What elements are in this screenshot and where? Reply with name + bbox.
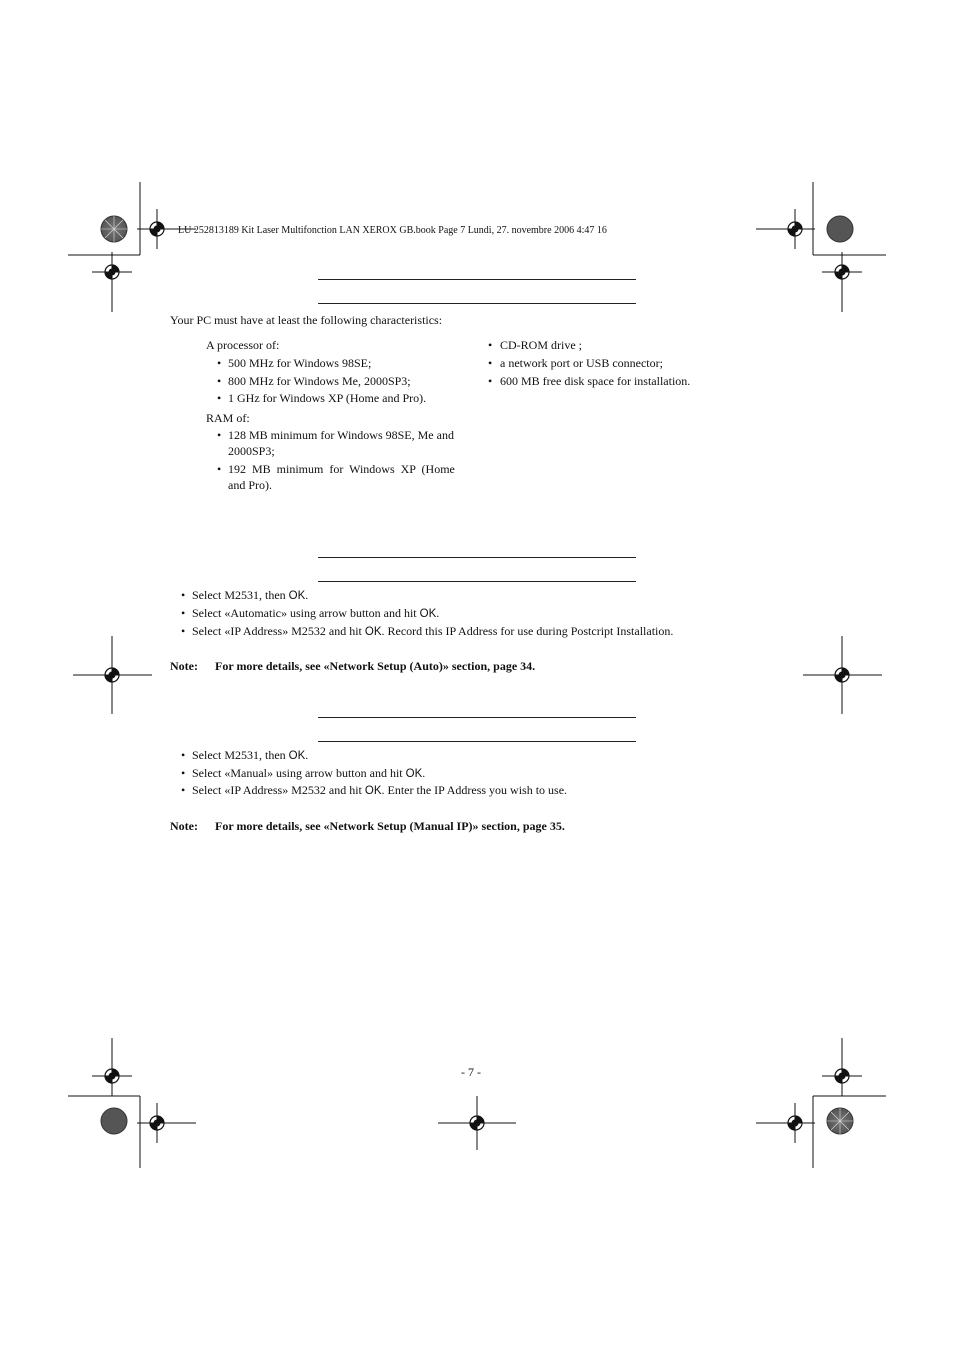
list-item	[488, 337, 582, 353]
list-item-text-line1: 128 MB minimum for Windows 98SE, Me and	[228, 428, 454, 442]
ok-key-label: OK	[364, 785, 382, 797]
bullet-icon: •	[217, 428, 222, 442]
list-item-text: 600 MB free disk space for installation.	[500, 374, 691, 388]
section-rule-top	[318, 717, 636, 718]
note-text: For more details, see «Network Setup (Auto)» section, page 34.	[215, 659, 536, 673]
list-item	[181, 605, 439, 622]
note-text: For more details, see «Network Setup (Manual IP)» section, page 35.	[215, 819, 565, 833]
section-rule-bottom	[318, 741, 636, 742]
step-text-end: .	[422, 766, 426, 780]
list-item-text-line1: 192 MB minimum for Windows XP (Home	[228, 462, 455, 476]
page-number: - 7 -	[461, 1065, 481, 1079]
bullet-icon: •	[488, 338, 493, 352]
list-item	[488, 373, 690, 389]
step-text-end: . Record this IP Address for use during Postcript Installation.	[381, 624, 674, 638]
bullet-icon: •	[217, 462, 222, 476]
list-item-text: 500 MHz for Windows 98SE;	[228, 356, 372, 370]
bullet-icon: •	[181, 766, 186, 780]
bullet-icon: •	[488, 374, 493, 388]
step-text: Select «IP Address» M2532 and hit	[192, 783, 365, 797]
section-rule-top	[318, 279, 636, 280]
ok-key-label: OK	[288, 750, 306, 762]
ok-key-label: OK	[405, 768, 423, 780]
bullet-icon: •	[181, 783, 186, 797]
bullet-icon: •	[181, 748, 186, 762]
step-text-end: .	[305, 588, 309, 602]
step-text: Select M2531, then	[192, 748, 289, 762]
ok-key-label: OK	[288, 590, 306, 602]
list-item	[217, 427, 454, 459]
bullet-icon: •	[217, 356, 222, 370]
list-item	[217, 461, 455, 493]
section-rule-bottom	[318, 303, 636, 304]
note-label: Note:	[170, 819, 198, 833]
ram-label: RAM of:	[206, 411, 250, 425]
list-item	[488, 355, 663, 371]
bullet-icon: •	[488, 356, 493, 370]
ok-key-label: OK	[419, 608, 437, 620]
running-head: LU 252813189 Kit Laser Multifonction LAN XEROX GB.book Page 7 Lundi, 27. novembre 2006 4:47 16	[178, 225, 607, 236]
step-text: Select «Automatic» using arrow button and hit	[192, 606, 420, 620]
list-item-text: CD-ROM drive ;	[500, 338, 582, 352]
list-item	[181, 623, 673, 640]
bullet-icon: •	[181, 588, 186, 602]
step-text-end: .	[436, 606, 440, 620]
bullet-icon: •	[181, 606, 186, 620]
bullet-icon: •	[217, 391, 222, 405]
note-manual	[170, 819, 565, 834]
bullet-icon: •	[181, 624, 186, 638]
list-item	[181, 747, 308, 764]
note-auto	[170, 659, 535, 674]
section-rule-top	[318, 557, 636, 558]
requirements-intro: Your PC must have at least the following characteristics:	[170, 313, 443, 327]
list-item-text: a network port or USB connector;	[500, 356, 663, 370]
list-item-text-line2: 2000SP3;	[228, 444, 275, 458]
processor-label: A processor of:	[206, 338, 280, 352]
section-rule-bottom	[318, 581, 636, 582]
list-item	[181, 782, 567, 799]
list-item	[181, 765, 425, 782]
bullet-icon: •	[217, 374, 222, 388]
list-item-text-line2: and Pro).	[228, 478, 272, 492]
step-text-end: .	[305, 748, 309, 762]
list-item-text: 1 GHz for Windows XP (Home and Pro).	[228, 391, 427, 405]
ok-key-label: OK	[364, 626, 382, 638]
list-item	[181, 587, 308, 604]
list-item	[217, 373, 411, 389]
list-item	[217, 355, 371, 371]
step-text: Select M2531, then	[192, 588, 289, 602]
note-label: Note:	[170, 659, 198, 673]
list-item-text: 800 MHz for Windows Me, 2000SP3;	[228, 374, 411, 388]
step-text-end: . Enter the IP Address you wish to use.	[381, 783, 568, 797]
step-text: Select «IP Address» M2532 and hit	[192, 624, 365, 638]
list-item	[217, 390, 426, 406]
step-text: Select «Manual» using arrow button and hit	[192, 766, 406, 780]
